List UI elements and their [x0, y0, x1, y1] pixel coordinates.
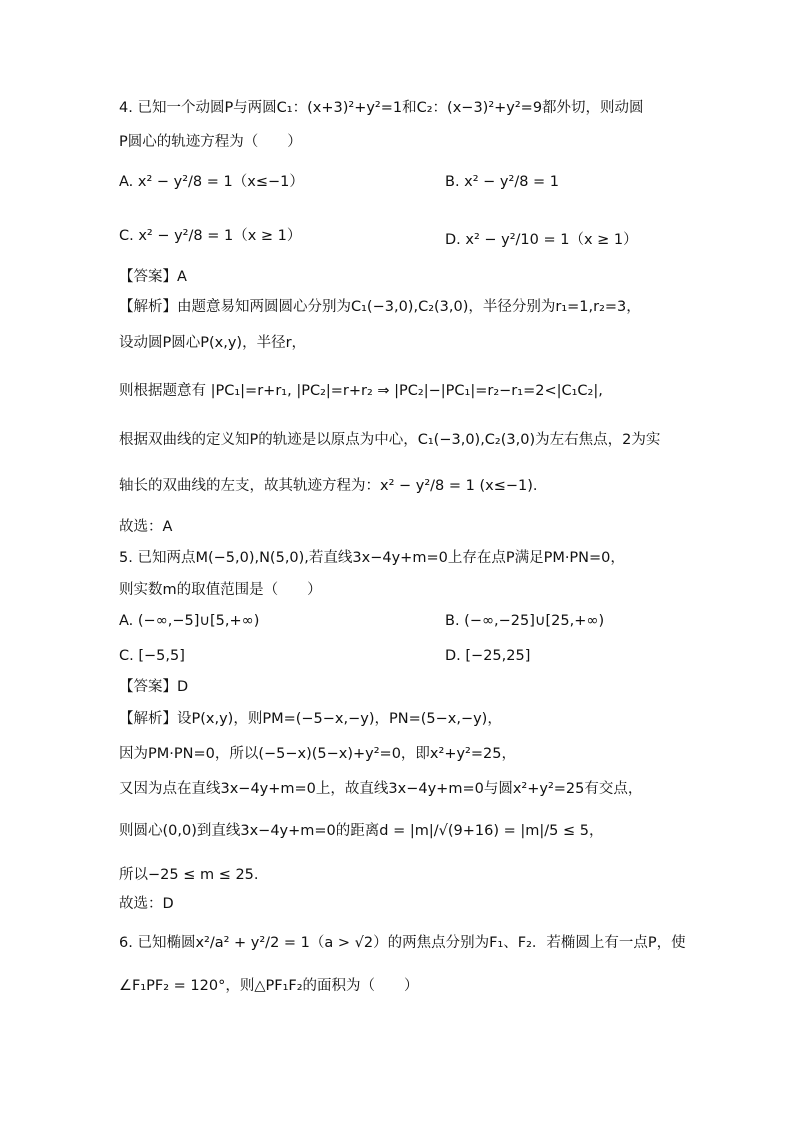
q4-explanation-line3: 则根据题意有 |PC₁|=r+r₁, |PC₂|=r+r₂ ⇒ |PC₂|−|PC₁|=r₂−r₁=2<|C₁C₂|, — [119, 383, 603, 399]
q5-select: 故选：D — [119, 896, 174, 912]
q5-stem-line2: 则实数m的取值范围是（ ） — [119, 582, 322, 598]
q4-option-a: A. x² − y²/8 = 1（x≤−1） — [119, 174, 304, 190]
q4-explanation-line2: 设动圆P圆心P(x,y)，半径r， — [119, 335, 307, 351]
q5-answer: 【答案】D — [119, 679, 189, 695]
q4-stem-line2: P圆心的轨迹方程为（ ） — [119, 134, 302, 150]
q5-option-d: D. [−25,25] — [445, 648, 531, 664]
q6-stem-line1: 6. 已知椭圆x²/a² + y²/2 = 1（a > √2）的两焦点分别为F₁、F₂．若椭圆上有一点P，使 — [119, 935, 686, 951]
q5-explanation-line5: 所以−25 ≤ m ≤ 25. — [119, 867, 259, 883]
q4-explanation-line1: 【解析】由题意易知两圆圆心分别为C₁(−3,0),C₂(3,0)，半径分别为r₁=1,r₂=3， — [119, 299, 641, 315]
q4-option-b: B. x² − y²/8 = 1 — [445, 174, 560, 190]
q4-explanation-line4: 根据双曲线的定义知P的轨迹是以原点为中心，C₁(−3,0),C₂(3,0)为左右焦点，2为实 — [119, 432, 661, 448]
q5-option-a: A. (−∞,−5]∪[5,+∞) — [119, 613, 260, 629]
q4-explanation-line5: 轴长的双曲线的左支，故其轨迹方程为：x² − y²/8 = 1 (x≤−1). — [119, 478, 538, 494]
q5-explanation-line1: 【解析】设P(x,y)，则PM=(−5−x,−y)，PN=(5−x,−y)， — [119, 711, 502, 727]
q5-stem-line1: 5. 已知两点M(−5,0),N(5,0),若直线3x−4y+m=0上存在点P满足PM·PN=0， — [119, 550, 625, 566]
q5-option-b: B. (−∞,−25]∪[25,+∞) — [445, 613, 605, 629]
q6-stem-line2: ∠F₁PF₂ = 120°，则△PF₁F₂的面积为（ ） — [119, 978, 419, 994]
q5-explanation-line2: 因为PM·PN=0，所以(−5−x)(5−x)+y²=0，即x²+y²=25， — [119, 746, 516, 762]
q5-option-c: C. [−5,5] — [119, 648, 185, 664]
q5-explanation-line4: 则圆心(0,0)到直线3x−4y+m=0的距离d = |m|/√(9+16) = |m|/5 ≤ 5， — [119, 823, 604, 839]
q5-explanation-line3: 又因为点在直线3x−4y+m=0上，故直线3x−4y+m=0与圆x²+y²=25有交点， — [119, 781, 643, 797]
q4-answer: 【答案】A — [119, 269, 187, 285]
q4-stem-line1: 4. 已知一个动圆P与两圆C₁：(x+3)²+y²=1和C₂：(x−3)²+y²=9都外切，则动圆 — [119, 100, 644, 116]
q4-option-d: D. x² − y²/10 = 1（x ≥ 1） — [445, 232, 638, 248]
q4-select: 故选：A — [119, 519, 173, 535]
q4-option-c: C. x² − y²/8 = 1（x ≥ 1） — [119, 228, 302, 244]
